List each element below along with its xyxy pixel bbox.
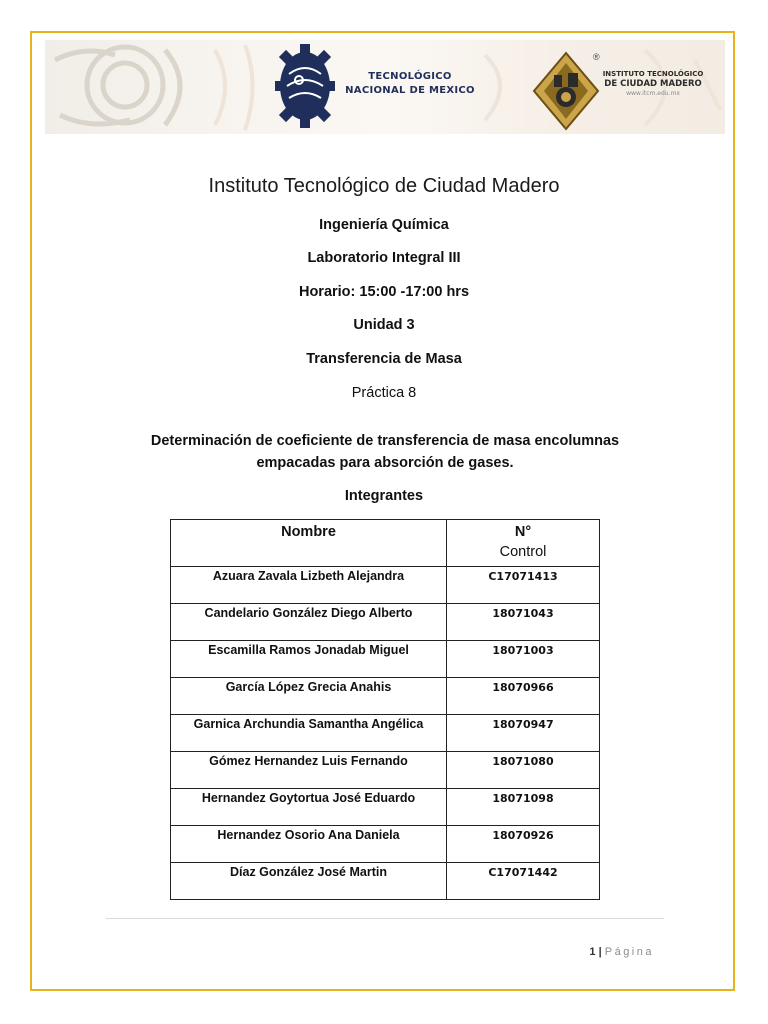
member-control: 18070966 bbox=[447, 678, 600, 715]
career-line: Ingeniería Química bbox=[319, 217, 449, 233]
table-row bbox=[171, 715, 600, 752]
table-row bbox=[171, 604, 600, 641]
table-header-row bbox=[171, 520, 600, 567]
member-control: 18071080 bbox=[447, 752, 600, 789]
member-name: Díaz González José Martin bbox=[171, 863, 447, 900]
column-header-control bbox=[447, 520, 600, 567]
registered-mark: ® bbox=[593, 52, 600, 62]
member-control: C17071413 bbox=[447, 567, 600, 604]
column-header-number-label: N° bbox=[514, 524, 532, 540]
table-row bbox=[171, 826, 600, 863]
table-row bbox=[171, 752, 600, 789]
members-heading: Integrantes bbox=[344, 488, 424, 504]
member-name: Hernandez Osorio Ana Daniela bbox=[171, 826, 447, 863]
footer-separator: | bbox=[598, 946, 602, 958]
course-line: Laboratorio Integral III bbox=[307, 250, 461, 266]
page-number: 1 bbox=[589, 946, 596, 958]
table-row bbox=[171, 789, 600, 826]
document-title: Instituto Tecnológico de Ciudad Madero bbox=[208, 175, 560, 197]
page-footer bbox=[540, 946, 654, 958]
member-name: Gómez Hernandez Luis Fernando bbox=[171, 752, 447, 789]
table-row bbox=[171, 641, 600, 678]
header-banner bbox=[45, 40, 725, 134]
table-row bbox=[171, 567, 600, 604]
member-name: García López Grecia Anahis bbox=[171, 678, 447, 715]
tecnm-wordmark: TECNOLÓGICO NACIONAL DE MEXICO bbox=[345, 71, 475, 96]
itcm-seal bbox=[532, 51, 600, 131]
member-control: 18070926 bbox=[447, 826, 600, 863]
practice-line: Práctica 8 bbox=[351, 385, 417, 401]
member-control: 18071098 bbox=[447, 789, 600, 826]
member-name: Hernandez Goytortua José Eduardo bbox=[171, 789, 447, 826]
members-table bbox=[170, 519, 600, 900]
member-name: Escamilla Ramos Jonadab Miguel bbox=[171, 641, 447, 678]
tecnm-logo bbox=[275, 44, 335, 128]
footer-divider bbox=[106, 918, 664, 919]
page-word: Página bbox=[604, 946, 654, 958]
topic-line: Transferencia de Masa bbox=[306, 351, 462, 367]
member-control: 18071043 bbox=[447, 604, 600, 641]
schedule-line: Horario: 15:00 -17:00 hrs bbox=[298, 284, 470, 300]
member-control: 18070947 bbox=[447, 715, 600, 752]
column-header-name: Nombre bbox=[171, 520, 447, 567]
itcm-wordmark: INSTITUTO TECNOLÓGICO DE CIUDAD MADERO www.itcm.edu.mx bbox=[602, 70, 704, 97]
column-header-control-label: Control bbox=[499, 544, 547, 560]
member-name: Garnica Archundia Samantha Angélica bbox=[171, 715, 447, 752]
member-name: Azuara Zavala Lizbeth Alejandra bbox=[171, 567, 447, 604]
member-control: C17071442 bbox=[447, 863, 600, 900]
table-row bbox=[171, 678, 600, 715]
member-name: Candelario González Diego Alberto bbox=[171, 604, 447, 641]
member-control: 18071003 bbox=[447, 641, 600, 678]
practice-subtitle: Determinación de coeficiente de transferencia de masa encolumnas empacadas para absorción de gases. bbox=[150, 433, 620, 471]
table-row bbox=[171, 863, 600, 900]
unit-line: Unidad 3 bbox=[353, 317, 415, 333]
